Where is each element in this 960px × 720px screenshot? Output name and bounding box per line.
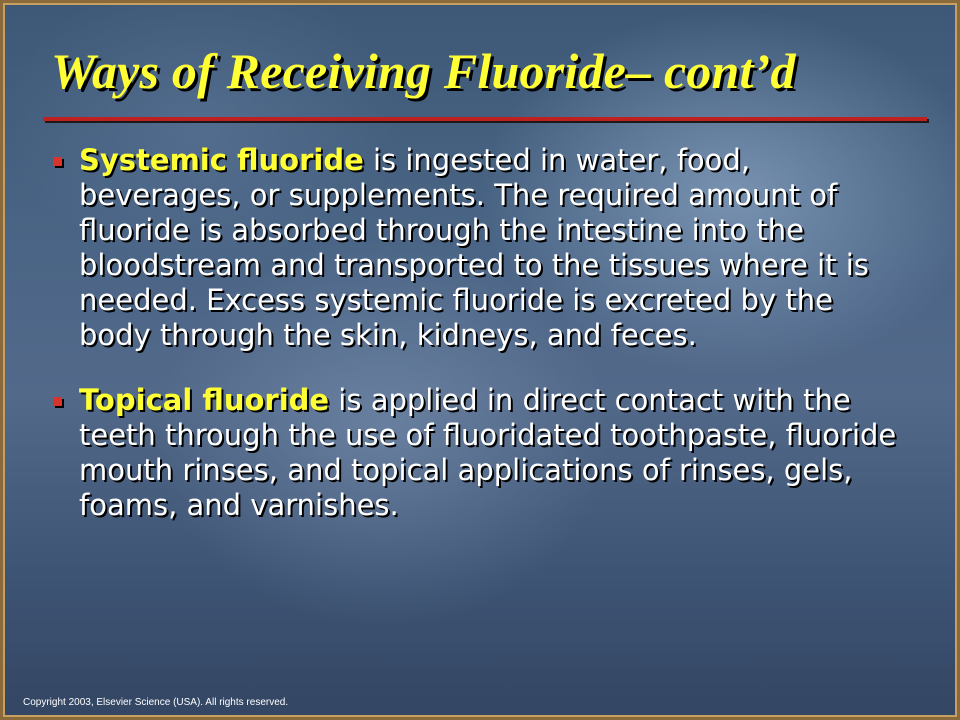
bullet-text: is applied in direct contact with the teeth through the use of fluoridated toothpaste, fluoride mouth rinses, and topical applications of rinses, gels, foams, and varnishes. <box>79 383 897 522</box>
title-underline <box>43 117 927 121</box>
bullet-term: Topical fluoride <box>79 383 330 417</box>
bullet-systemic-fluoride <box>53 143 913 353</box>
bullet-square-icon <box>53 397 62 406</box>
bullet-square-icon <box>53 157 62 166</box>
copyright-notice: Copyright 2003, Elsevier Science (USA). All rights reserved. <box>23 697 289 708</box>
bullet-term: Systemic fluoride <box>79 143 364 177</box>
bullet-list <box>53 143 913 553</box>
bullet-topical-fluoride <box>53 383 913 523</box>
bullet-text: is ingested in water, food, beverages, or supplements. The required amount of fluoride is absorbed through the intestine into the bloodstream and transported to the tissues where it is needed. Excess systemic fluoride is excreted by the body through the skin, kidneys, and feces. <box>79 143 869 352</box>
slide-title: Ways of Receiving Fluoride– cont’d <box>51 43 796 99</box>
